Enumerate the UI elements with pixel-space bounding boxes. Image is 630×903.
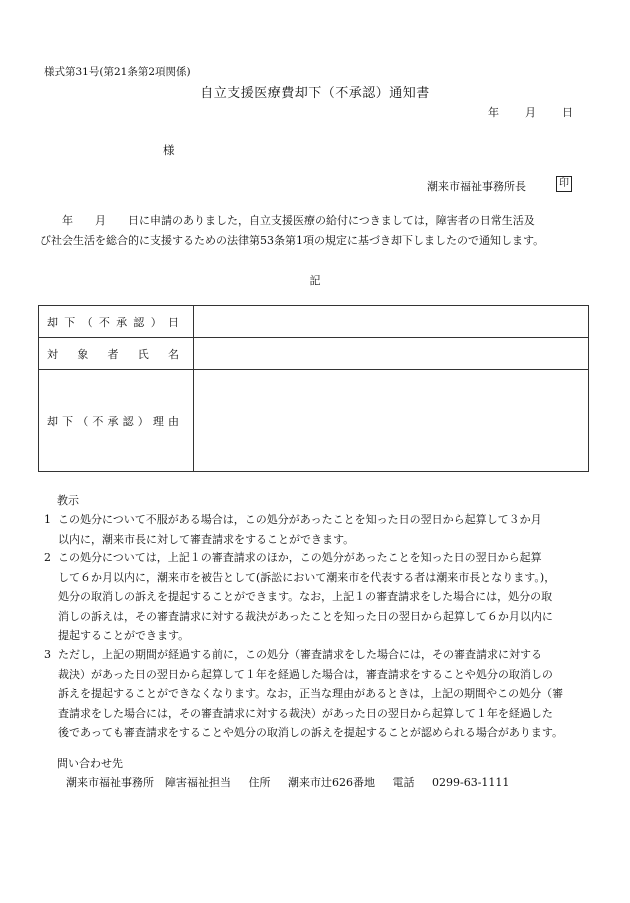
notice-line: ただし，上記の期間が経過する前に，この処分（審査請求をした場合には，その審査請求に対する <box>58 648 542 661</box>
seal-stamp: 印 <box>556 176 572 192</box>
notice-item-1 <box>44 510 599 549</box>
label-char: 日 <box>167 315 179 329</box>
notice-line: 後であっても審査請求をすることや処分の取消しの訴えを提起することが認められる場合があります。 <box>58 726 564 739</box>
table-label <box>39 338 194 370</box>
body-line: び社会生活を総合的に支援するための法律第53条第1項の規定に基づき却下しましたので通知します。 <box>40 233 545 247</box>
label-char: 下 <box>62 414 74 428</box>
date-line <box>488 104 573 120</box>
body-line: 年 月 日に申請のありました，自立支援医療の給付につきましては，障害者の日常生活及 <box>40 214 535 227</box>
contact-office: 潮来市福祉事務所 障害福祉担当 <box>66 776 231 789</box>
notice-line: 消しの訴えは，その審査請求に対する裁決があったことを知った日の翌日から起算して６か月以内に <box>58 609 553 623</box>
contact-address: 潮来市辻626番地 <box>288 776 375 789</box>
label-char: ） <box>150 315 162 329</box>
label-char: ） <box>137 414 149 428</box>
label-char: 不 <box>92 414 104 428</box>
table-row-rejection-date <box>39 306 589 338</box>
decision-table <box>38 305 589 472</box>
label-char: 認 <box>133 315 145 329</box>
label-char: 認 <box>122 414 134 428</box>
label-char: 理 <box>152 414 164 428</box>
notice-text <box>58 645 599 743</box>
document-title: 自立支援医療費却下（不承認）通知書 <box>200 86 430 101</box>
notice-line: 以内に，潮来市長に対して審査請求をすることができます。 <box>58 532 355 546</box>
label-char: 対 <box>47 347 58 361</box>
contact-line <box>66 774 523 790</box>
label-char: 由 <box>168 414 179 428</box>
contact-phone: 0299-63-1111 <box>432 776 510 789</box>
table-row-person-name <box>39 338 589 370</box>
contact-title: 問い合わせ先 <box>57 757 123 770</box>
table-value <box>194 370 589 472</box>
notice-number: 1 <box>44 513 51 526</box>
form-number: 様式第31号(第21条第2項関係) <box>44 66 191 78</box>
label-char: 名 <box>168 347 179 361</box>
date-year: 年 <box>488 106 499 119</box>
table-value <box>194 338 589 370</box>
notice-line: 訴えを提起することができなくなります。なお，正当な理由があるときは，上記の期間やこの処分（審 <box>58 687 564 700</box>
notice-line: して６か月以内に，潮来市を被告として(訴訟において潮来市を代表する者は潮来市長となります。)， <box>58 570 556 584</box>
notice-item-2 <box>44 548 599 646</box>
table-label <box>39 306 194 338</box>
label-char: 氏 <box>137 347 149 361</box>
notice-line: 裁決）があった日の翌日から起算して１年を経過した場合は，審査請求をすることや処分の取消しの <box>58 667 553 681</box>
notice-title: 教示 <box>57 494 79 507</box>
contact-phone-label: 電話 <box>392 776 415 789</box>
label-spread <box>47 346 179 362</box>
label-char: 却 <box>47 315 58 329</box>
label-char: 象 <box>77 347 89 361</box>
notice-number: 2 <box>44 551 51 564</box>
sender-name: 潮来市福祉事務所長 <box>427 180 526 193</box>
contact-address-label: 住所 <box>248 776 271 789</box>
notice-line: この処分について不服がある場合は，この処分があったことを知った日の翌日から起算して３か月 <box>58 513 542 526</box>
date-month: 月 <box>525 106 536 119</box>
label-char: （ <box>77 414 89 428</box>
notice-text <box>58 548 599 646</box>
table-row-rejection-reason <box>39 370 589 472</box>
label-char: 下 <box>64 315 76 329</box>
table-value <box>194 306 589 338</box>
notice-number: 3 <box>44 648 51 661</box>
notice-line: 査請求をした場合には，その審査請求に対する裁決）があった日の翌日から起算して１年を経過した <box>58 706 553 720</box>
label-char: （ <box>81 315 93 329</box>
label-char: 者 <box>107 347 119 361</box>
notice-text <box>58 510 599 549</box>
label-char: 承 <box>116 315 128 329</box>
date-day: 日 <box>562 106 573 119</box>
ki-heading: 記 <box>309 274 321 287</box>
label-spread <box>47 314 179 330</box>
label-spread <box>47 413 179 429</box>
notice-line: 処分の取消しの訴えを提起することができます。なお，上記１の審査請求をした場合には，処分の取 <box>58 590 553 603</box>
table-label <box>39 370 194 472</box>
addressee-suffix: 様 <box>163 143 175 157</box>
notice-line: 提起することができます。 <box>58 629 190 642</box>
label-char: 不 <box>98 315 110 329</box>
notice-line: この処分については，上記１の審査請求のほか，この処分があったことを知った日の翌日から起算 <box>58 551 542 564</box>
notification-body <box>40 211 595 250</box>
notice-item-3 <box>44 645 599 743</box>
label-char: 承 <box>107 414 119 428</box>
label-char: 却 <box>47 414 58 428</box>
